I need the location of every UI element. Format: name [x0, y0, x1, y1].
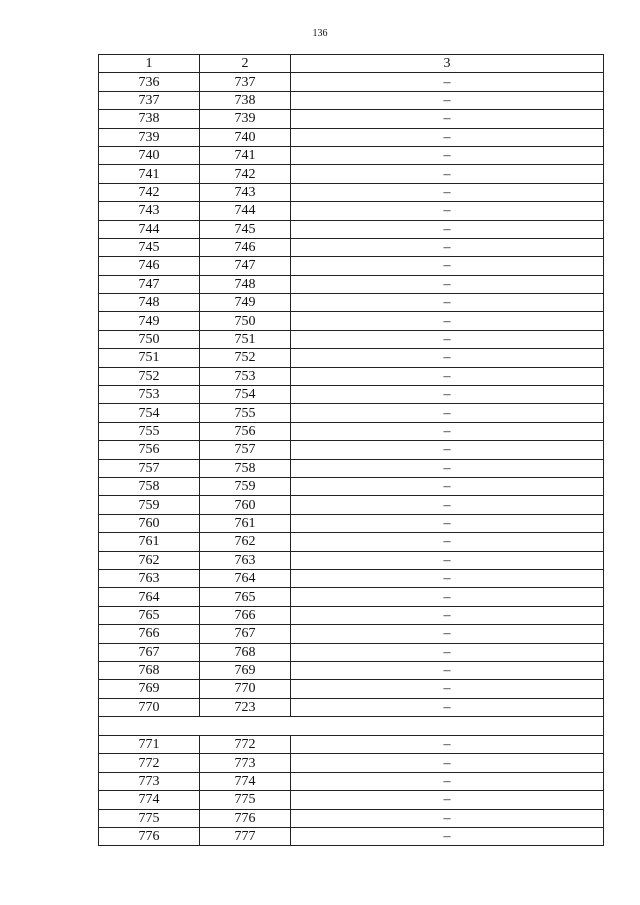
table-cell-col-1: 766: [99, 625, 200, 643]
table-cell-col-3: –: [291, 330, 604, 348]
table-row: [99, 736, 604, 754]
table-row: [99, 404, 604, 422]
table-cell-col-2: 746: [200, 238, 291, 256]
table-cell-col-2: 749: [200, 294, 291, 312]
table-row: [99, 441, 604, 459]
table-row: [99, 661, 604, 679]
table-cell-col-1: 758: [99, 477, 200, 495]
table-cell-col-1: 770: [99, 698, 200, 716]
table-row: [99, 680, 604, 698]
table-cell-col-1: 756: [99, 441, 200, 459]
table-cell-col-1: 769: [99, 680, 200, 698]
table-row: [99, 533, 604, 551]
page-number: 136: [312, 28, 328, 39]
table-row: [99, 349, 604, 367]
table-cell-col-3: –: [291, 809, 604, 827]
table-cell-col-1: 752: [99, 367, 200, 385]
table-cell-col-1: 755: [99, 422, 200, 440]
table-cell-col-2: 756: [200, 422, 291, 440]
column-header-2: 2: [200, 55, 291, 73]
table-cell-col-2: 758: [200, 459, 291, 477]
table-cell-col-2: 750: [200, 312, 291, 330]
table-cell-col-1: 771: [99, 736, 200, 754]
table-cell-col-3: –: [291, 680, 604, 698]
table-row: [99, 165, 604, 183]
table-cell-col-2: 773: [200, 754, 291, 772]
table-cell-col-2: 762: [200, 533, 291, 551]
table-cell-col-2: 723: [200, 698, 291, 716]
table-cell-col-2: 757: [200, 441, 291, 459]
table-cell-col-2: 760: [200, 496, 291, 514]
table-row: [99, 422, 604, 440]
table-cell-col-3: –: [291, 312, 604, 330]
table-cell-col-1: 748: [99, 294, 200, 312]
table-cell-col-2: 767: [200, 625, 291, 643]
table-row: [99, 257, 604, 275]
table-cell-col-3: –: [291, 220, 604, 238]
table-cell-col-2: 777: [200, 828, 291, 846]
table-row: [99, 514, 604, 532]
table-cell-col-2: 741: [200, 146, 291, 164]
table-row: [99, 477, 604, 495]
table-row: [99, 386, 604, 404]
table-row: [99, 110, 604, 128]
table-row: [99, 73, 604, 91]
table-cell-col-3: –: [291, 386, 604, 404]
table-row: [99, 643, 604, 661]
table-row: [99, 698, 604, 716]
table-cell-col-1: 744: [99, 220, 200, 238]
table-cell-col-3: –: [291, 533, 604, 551]
table-row: [99, 791, 604, 809]
table-cell-col-3: –: [291, 606, 604, 624]
table-cell-col-3: –: [291, 754, 604, 772]
table-cell-col-3: –: [291, 275, 604, 293]
table-cell-col-2: 754: [200, 386, 291, 404]
table-cell-col-3: –: [291, 828, 604, 846]
table-row: [99, 146, 604, 164]
table-row: [99, 367, 604, 385]
table-cell-col-1: 747: [99, 275, 200, 293]
table-row: [99, 588, 604, 606]
table-cell-col-3: –: [291, 643, 604, 661]
data-table: [98, 54, 604, 846]
table-cell-col-1: 745: [99, 238, 200, 256]
table-cell-col-2: 748: [200, 275, 291, 293]
table-cell-col-1: 767: [99, 643, 200, 661]
table-cell-col-1: 773: [99, 772, 200, 790]
table-cell-col-3: –: [291, 514, 604, 532]
table-cell-col-3: –: [291, 404, 604, 422]
table-cell-col-1: 764: [99, 588, 200, 606]
table-cell-col-3: –: [291, 736, 604, 754]
table-cell-col-1: 754: [99, 404, 200, 422]
table-cell-col-1: 743: [99, 202, 200, 220]
table-cell-col-1: 776: [99, 828, 200, 846]
table-cell-col-3: –: [291, 294, 604, 312]
table-cell-col-3: –: [291, 772, 604, 790]
table-cell-col-3: –: [291, 551, 604, 569]
table-row: [99, 828, 604, 846]
table-cell-col-3: –: [291, 477, 604, 495]
table-separator-cell: [99, 717, 604, 736]
table-cell-col-1: 738: [99, 110, 200, 128]
table-cell-col-3: –: [291, 73, 604, 91]
table-cell-col-2: 738: [200, 91, 291, 109]
table-cell-col-2: 742: [200, 165, 291, 183]
table-row: [99, 294, 604, 312]
table-cell-col-3: –: [291, 441, 604, 459]
table-cell-col-1: 775: [99, 809, 200, 827]
table-cell-col-2: 755: [200, 404, 291, 422]
table-cell-col-2: 772: [200, 736, 291, 754]
table-row: [99, 459, 604, 477]
table-cell-col-1: 742: [99, 183, 200, 201]
table-row: [99, 754, 604, 772]
table-cell-col-3: –: [291, 588, 604, 606]
table-cell-col-3: –: [291, 349, 604, 367]
table-cell-col-3: –: [291, 422, 604, 440]
table-cell-col-1: 765: [99, 606, 200, 624]
table-cell-col-3: –: [291, 165, 604, 183]
table-cell-col-2: 751: [200, 330, 291, 348]
table-row: [99, 238, 604, 256]
column-header-1: 1: [99, 55, 200, 73]
table-cell-col-2: 770: [200, 680, 291, 698]
table-cell-col-1: 740: [99, 146, 200, 164]
table-cell-col-2: 776: [200, 809, 291, 827]
table-cell-col-2: 769: [200, 661, 291, 679]
table-row: [99, 128, 604, 146]
table-row: [99, 772, 604, 790]
table-row: [99, 809, 604, 827]
column-header-3: 3: [291, 55, 604, 73]
table-cell-col-2: 768: [200, 643, 291, 661]
table-cell-col-3: –: [291, 791, 604, 809]
table-cell-col-3: –: [291, 257, 604, 275]
table-row: [99, 551, 604, 569]
table-cell-col-2: 743: [200, 183, 291, 201]
table-cell-col-1: 741: [99, 165, 200, 183]
table-cell-col-1: 774: [99, 791, 200, 809]
table-row: [99, 496, 604, 514]
table-cell-col-1: 753: [99, 386, 200, 404]
table-cell-col-2: 765: [200, 588, 291, 606]
table-cell-col-3: –: [291, 459, 604, 477]
table-row: [99, 202, 604, 220]
table-row: [99, 330, 604, 348]
table-row: [99, 569, 604, 587]
table-cell-col-1: 768: [99, 661, 200, 679]
table-cell-col-3: –: [291, 367, 604, 385]
table-row: [99, 625, 604, 643]
table-cell-col-1: 763: [99, 569, 200, 587]
table-header-row: [99, 55, 604, 73]
table-cell-col-1: 757: [99, 459, 200, 477]
table-cell-col-2: 753: [200, 367, 291, 385]
table-cell-col-2: 775: [200, 791, 291, 809]
table-cell-col-1: 750: [99, 330, 200, 348]
table-cell-col-2: 761: [200, 514, 291, 532]
table-cell-col-2: 766: [200, 606, 291, 624]
table-row: [99, 91, 604, 109]
table-cell-col-1: 772: [99, 754, 200, 772]
table-row: [99, 183, 604, 201]
table-row: [99, 220, 604, 238]
table-cell-col-3: –: [291, 110, 604, 128]
table-cell-col-1: 751: [99, 349, 200, 367]
table-separator-row: [99, 717, 604, 736]
table-cell-col-1: 746: [99, 257, 200, 275]
table-cell-col-3: –: [291, 661, 604, 679]
table-cell-col-2: 737: [200, 73, 291, 91]
table-cell-col-3: –: [291, 146, 604, 164]
table-cell-col-3: –: [291, 91, 604, 109]
table-cell-col-2: 774: [200, 772, 291, 790]
table-cell-col-2: 759: [200, 477, 291, 495]
table-row: [99, 275, 604, 293]
table-row: [99, 606, 604, 624]
table-cell-col-3: –: [291, 496, 604, 514]
table-cell-col-2: 752: [200, 349, 291, 367]
table-cell-col-3: –: [291, 238, 604, 256]
table-row: [99, 312, 604, 330]
table-cell-col-1: 736: [99, 73, 200, 91]
table-cell-col-3: –: [291, 128, 604, 146]
table-cell-col-2: 747: [200, 257, 291, 275]
table-cell-col-3: –: [291, 625, 604, 643]
table-cell-col-1: 761: [99, 533, 200, 551]
table-cell-col-3: –: [291, 202, 604, 220]
table-cell-col-1: 760: [99, 514, 200, 532]
table-body: [99, 55, 604, 846]
table-cell-col-2: 740: [200, 128, 291, 146]
table-cell-col-2: 744: [200, 202, 291, 220]
table-cell-col-1: 749: [99, 312, 200, 330]
table-cell-col-2: 739: [200, 110, 291, 128]
table-cell-col-2: 764: [200, 569, 291, 587]
table-cell-col-1: 737: [99, 91, 200, 109]
table-cell-col-3: –: [291, 569, 604, 587]
table-cell-col-1: 762: [99, 551, 200, 569]
table-cell-col-1: 759: [99, 496, 200, 514]
table-cell-col-3: –: [291, 698, 604, 716]
table-cell-col-3: –: [291, 183, 604, 201]
table-cell-col-2: 763: [200, 551, 291, 569]
table-cell-col-1: 739: [99, 128, 200, 146]
table-cell-col-2: 745: [200, 220, 291, 238]
